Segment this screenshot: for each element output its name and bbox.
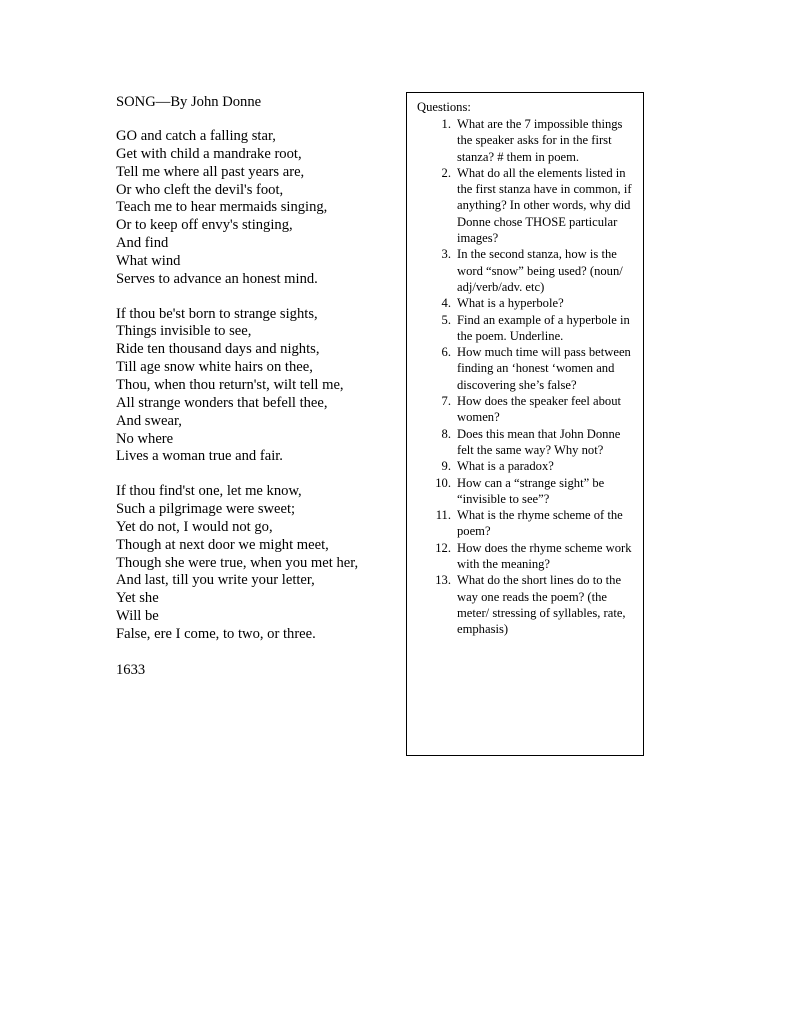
question-number: 8. <box>441 426 451 441</box>
poem-line: Thou, when thou return'st, wilt tell me, <box>116 376 344 393</box>
poem-line: No where <box>116 430 174 447</box>
question-text: How does the speaker feel about women? <box>457 394 622 425</box>
question-item <box>407 475 643 508</box>
poem-line: And find <box>116 235 169 252</box>
question-number: 10. <box>435 475 451 490</box>
poem-line: What wind <box>116 252 181 269</box>
question-number: 1. <box>441 117 451 131</box>
poem-line: Lives a woman true and fair. <box>116 448 283 465</box>
question-text: What do the short lines do to the way one reads the poem? (the meter/ stressing of syllables, rate, emphasis) <box>457 573 626 637</box>
question-number: 3. <box>441 247 451 262</box>
stanza-2 <box>116 306 401 467</box>
question-item <box>407 540 643 573</box>
question-text: How much time will pass between finding an ‘honest ‘women and discovering she’s false? <box>457 345 631 392</box>
poem-line: GO and catch a falling star, <box>116 128 276 144</box>
poem-line: All strange wonders that befell thee, <box>116 394 328 411</box>
poem-line: Such a pilgrimage were sweet; <box>116 501 296 518</box>
question-text: How does the rhyme scheme work with the meaning? <box>457 540 632 572</box>
question-text: What is a hyperbole? <box>457 296 564 311</box>
question-number: 6. <box>441 345 451 360</box>
poem-line: Though she were true, when you met her, <box>116 554 359 571</box>
question-number: 2. <box>441 165 451 180</box>
poem-line: Things invisible to see, <box>116 323 252 340</box>
poem-line: And last, till you write your letter, <box>116 572 315 589</box>
question-text: What is the rhyme scheme of the poem? <box>457 508 623 539</box>
poem-line: Or who cleft the devil's foot, <box>116 181 284 198</box>
question-item <box>407 312 643 345</box>
poem-line: If thou be'st born to strange sights, <box>116 305 318 322</box>
stanza-3 <box>116 483 401 644</box>
poem-line: Will be <box>116 608 159 625</box>
poem-year: 1633 <box>116 661 146 678</box>
poem-line: Tell me where all past years are, <box>116 163 305 180</box>
stanza-1 <box>116 128 401 289</box>
question-text: What is a paradox? <box>457 459 554 474</box>
question-number: 13. <box>435 573 451 588</box>
poem-line: Though at next door we might meet, <box>116 536 329 553</box>
question-number: 4. <box>441 296 451 311</box>
poem-line: Ride ten thousand days and nights, <box>116 341 320 358</box>
question-item <box>407 165 643 246</box>
poem-column <box>116 93 401 679</box>
question-item <box>407 393 643 426</box>
poem-line: Teach me to hear mermaids singing, <box>116 199 328 216</box>
questions-box <box>406 92 644 756</box>
question-item <box>407 116 643 165</box>
question-text: What are the 7 impossible things the speaker asks for in the first stanza? # them in poem. <box>457 117 623 164</box>
poem-line: If thou find'st one, let me know, <box>116 483 302 500</box>
question-item <box>407 344 643 393</box>
poem-line: And swear, <box>116 412 182 429</box>
question-item <box>407 507 643 540</box>
question-item <box>407 426 643 459</box>
question-text: How can a “strange sight” be “invisible to see”? <box>457 475 605 506</box>
question-item <box>407 295 643 311</box>
question-text: What do all the elements listed in the first stanza have in common, if anything? In other words, why did Donne chose THOSE particular images? <box>457 165 632 246</box>
question-item <box>407 246 643 295</box>
question-number: 7. <box>441 394 451 409</box>
poem-line: Yet she <box>116 590 159 607</box>
question-text: In the second stanza, how is the word “snow” being used? (noun/ adj/verb/adv. etc) <box>457 247 623 294</box>
question-number: 9. <box>441 459 451 474</box>
question-text: Does this mean that John Donne felt the same way? Why not? <box>457 426 621 457</box>
poem-line: Till age snow white hairs on thee, <box>116 359 313 376</box>
questions-list <box>407 116 643 638</box>
poem-title: SONG—By John Donne <box>116 94 262 110</box>
question-text: Find an example of a hyperbole in the poem. Underline. <box>457 312 630 343</box>
poem-line: Get with child a mandrake root, <box>116 145 302 162</box>
question-number: 11. <box>435 508 451 523</box>
question-number: 12. <box>435 540 451 555</box>
question-item <box>407 572 643 637</box>
poem-line: Serves to advance an honest mind. <box>116 270 318 287</box>
poem-line: False, ere I come, to two, or three. <box>116 625 316 642</box>
questions-heading: Questions: <box>417 100 471 114</box>
question-item <box>407 458 643 474</box>
poem-line: Yet do not, I would not go, <box>116 518 273 535</box>
poem-line: Or to keep off envy's stinging, <box>116 217 293 234</box>
question-number: 5. <box>441 312 451 327</box>
